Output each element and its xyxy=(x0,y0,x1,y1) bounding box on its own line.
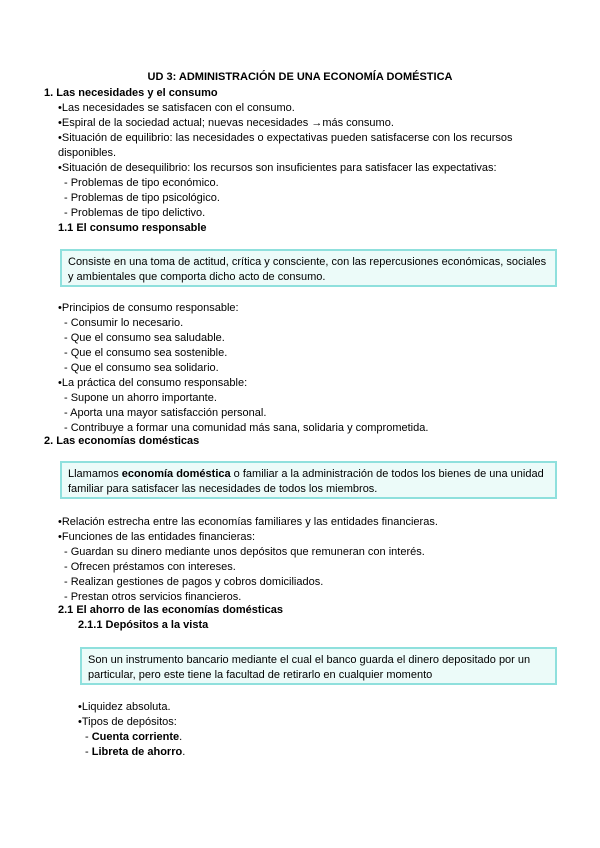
sub-list-item: - Problemas de tipo económico. xyxy=(64,177,219,189)
sub-list-item: - Consumir lo necesario. xyxy=(64,317,184,329)
sub-list-item: - Problemas de tipo psicológico. xyxy=(64,192,220,204)
list-item: •Principios de consumo responsable: xyxy=(58,302,239,314)
sub-list-item: - Ofrecen préstamos con intereses. xyxy=(64,561,236,573)
definition-line: particular, pero este tiene la facultad de retirarlo en cualquier momento xyxy=(88,669,433,681)
list-item: •Liquidez absoluta. xyxy=(78,701,171,713)
sub-list-item: - Aporta una mayor satisfacción personal. xyxy=(64,407,267,419)
definition-box-economia-domestica xyxy=(60,461,557,499)
list-item: •Relación estrecha entre las economías familiares y las entidades financieras. xyxy=(58,516,438,528)
definition-box-depositos-vista xyxy=(80,647,557,685)
subsection-2-1-1-heading: 2.1.1 Depósitos a la vista xyxy=(78,619,209,631)
definition-line: Consiste en una toma de actitud, crítica y consciente, con las repercusiones económicas, sociales xyxy=(68,256,547,268)
sub-list-item: - Problemas de tipo delictivo. xyxy=(64,207,206,219)
definition-line: Son un instrumento bancario mediante el cual el banco guarda el dinero depositado por un xyxy=(88,654,531,666)
document-title: UD 3: ADMINISTRACIÓN DE UNA ECONOMÍA DOMÉSTICA xyxy=(147,71,453,83)
list-item: •La práctica del consumo responsable: xyxy=(58,377,248,389)
definition-box-consumo-responsable xyxy=(60,249,557,287)
section-1-heading: 1. Las necesidades y el consumo xyxy=(44,87,218,99)
deposit-type-name: Libreta de ahorro xyxy=(91,746,183,758)
definition-text: Llamamos xyxy=(68,468,122,480)
sub-list-item: - Supone un ahorro importante. xyxy=(64,392,217,404)
list-item: •Espiral de la sociedad actual; nuevas necesidades →más consumo. xyxy=(58,117,394,129)
sub-list-item: - Prestan otros servicios financieros. xyxy=(64,591,242,603)
list-item: •Las necesidades se satisfacen con el consumo. xyxy=(58,102,295,114)
sub-list-item: - Realizan gestiones de pagos y cobros domiciliados. xyxy=(64,576,324,588)
definition-line xyxy=(68,467,549,482)
sub-list-item: - Que el consumo sea saludable. xyxy=(64,332,225,344)
definition-line: y ambientales que comporta dicho acto de consumo. xyxy=(68,271,326,283)
subsection-1-1-heading: 1.1 El consumo responsable xyxy=(58,222,207,234)
deposit-type-name: Cuenta corriente xyxy=(91,731,180,743)
definition-line: familiar para satisfacer las necesidades de todos los miembros. xyxy=(68,483,378,495)
deposit-type-item xyxy=(85,730,182,744)
subsection-2-1-heading: 2.1 El ahorro de las economías domésticas xyxy=(58,604,283,616)
dash: - xyxy=(85,746,92,758)
dash: - xyxy=(85,731,92,743)
list-item: •Situación de desequilibrio: los recursos son insuficientes para satisfacer las expectativas: xyxy=(58,162,497,174)
list-item: •Situación de equilibrio: las necesidades o expectativas pueden satisfacerse con los recursos xyxy=(58,132,513,144)
sub-list-item: - Que el consumo sea sostenible. xyxy=(64,347,228,359)
period: . xyxy=(182,746,186,758)
list-item-continuation: disponibles. xyxy=(58,147,117,159)
sub-list-item: - Que el consumo sea solidario. xyxy=(64,362,219,374)
sub-list-item: - Guardan su dinero mediante unos depósitos que remuneran con interés. xyxy=(64,546,425,558)
deposit-type-item xyxy=(85,745,185,759)
definition-term: economía doméstica xyxy=(121,468,231,480)
list-item: •Funciones de las entidades financieras: xyxy=(58,531,256,543)
list-item: •Tipos de depósitos: xyxy=(78,716,177,728)
definition-text: o familiar a la administración de todos los bienes de una unidad xyxy=(230,468,544,480)
section-2-heading: 2. Las economías domésticas xyxy=(44,435,200,447)
sub-list-item: - Contribuye a formar una comunidad más sana, solidaria y comprometida. xyxy=(64,422,429,434)
period: . xyxy=(179,731,183,743)
